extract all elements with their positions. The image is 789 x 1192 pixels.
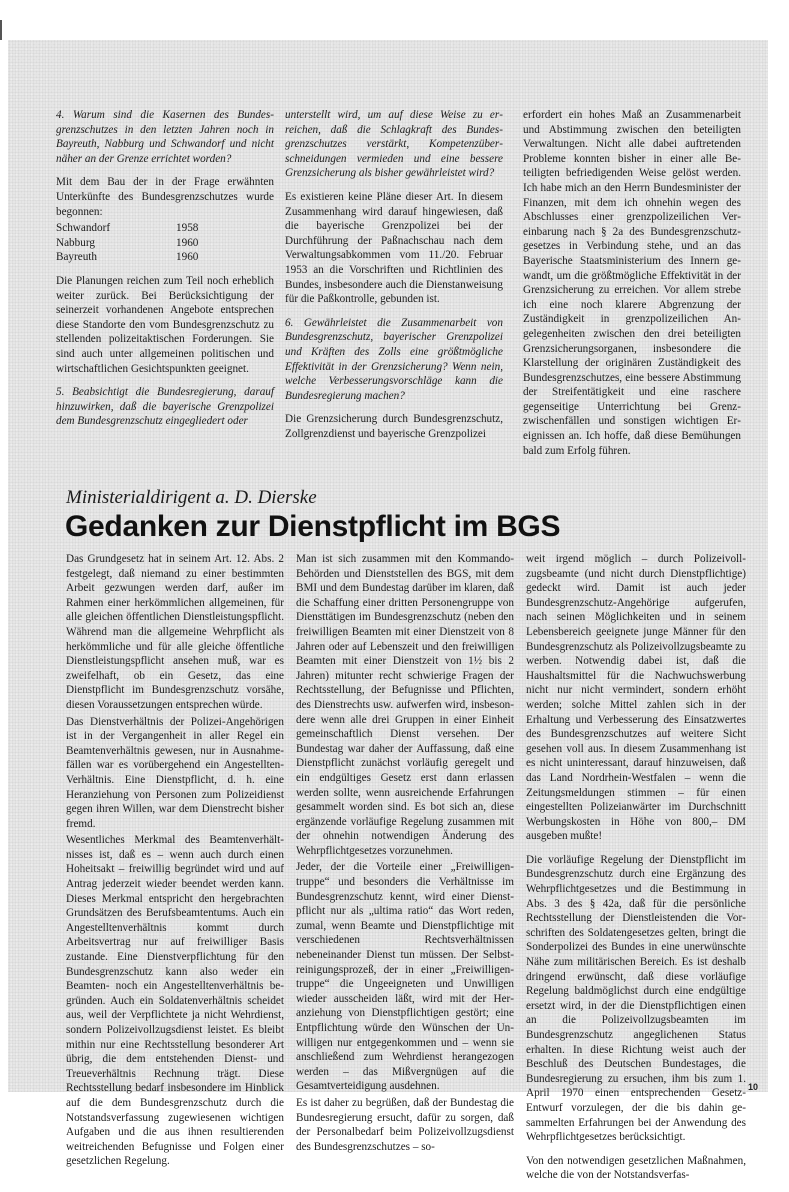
article-paragraph: Das Grundgesetz hat in seinem Art. 12. Abs. 2 festgelegt, daß niemand zu einer bestimmten Arbeit gezwungen werden darf, außer im Rahmen einer herkömmlichen allgemeinen, für alle gleichen öffentlichen Dienstleistungspflicht. Während man die allgemeine Wehrpflicht als herkömmliche und für alle gleiche öffentliche Dienstleistungspflicht ansehen muß, war es zweifelhaft, ob ein Gesetz, das eine Dienstpflicht im Bundesgrenzschutz vorsähe, diesen Voraussetzungen entsprechen würde. bbox=[66, 553, 284, 711]
answer-4-text: Die Planungen reichen zum Teil noch erheblich weiter zurück. Bei Berücksichtigung der seinerzeit vorhandenen Angebote entsprechen diese Standorte den vom Bundesgrenzschutz zu stellenden polizeitaktischen Forderungen. Sie sind auch unter allgemeinen politischen und wirtschaftlichen Gesichtspunkten geeignet. bbox=[56, 274, 274, 375]
article-column-3 bbox=[526, 552, 746, 1192]
article-column-1 bbox=[66, 552, 284, 1171]
article-paragraph: Man ist sich zusammen mit den Kommando-Behörden und Dienststellen des BGS, mit dem BMI und dem Bundestag darüber im klaren, daß die Schaffung einer dritten Personengruppe von Diensttätigen im Bundesgrenzschutz (neben den freiwilligen Beamten mit einer Dienstzeit von 8 Jahren oder auf Lebenszeit und den freiwilligen Beamten mit einer Dienstzeit von 1½ bis 2 Jahren) mitunter recht schwierige Fragen der Rechtsstellung, der Befugnisse und Pflichten, des Dienstrechts usw. aufwerfen wird, insbesondere wenn alle drei Gruppen in einer Einheit gemeinschaftlich Dienst versehen. Der Bundestag war daher der Auffassung, daß eine Dienstpflicht zunächst vorläufig geregelt und ein endgültiges Gesetz erst dann erlassen werden sollte, wenn ausreichende Erfahrungen gesammelt worden sind. Es bot sich an, diese ergänzende vorläufige Regelung zusammen mit der ohnehin notwendigen Änderung des Wehrpflichtgesetzes vorzunehmen. bbox=[296, 553, 514, 857]
question-6: 6. Gewährleistet die Zusammenarbeit von Bundesgrenzschutz, bayerischer Grenzpolizei und Kräften des Zolls eine größtmögliche Effektivität in der Grenzsicherung? Wenn nein, welche Verbesserungsvorschläge kann die Bundesregierung machen? bbox=[285, 316, 503, 402]
place-name: Nabburg bbox=[56, 236, 95, 249]
table-row bbox=[56, 221, 198, 236]
article-paragraph: Wesentliches Merkmal des Beamtenverhältnisses ist, daß es – wenn auch durch einen Hoheitsakt – freiwillig begründet wird und auf Antrag jederzeit wieder beendet werden kann. Dieses Merkmal entspricht den hergebrachten Grundsätzen des Berufsbeamtentums. Auch ein Angestelltenverhältnis kommt durch Arbeitsvertrag nur auf freiwilliger Basis zustande. Eine Dienstverpflichtung für den Bundesgrenzschutz kann also weder ein Beamten- noch ein Angestelltenverhältnis begründen. Auch ein Soldatenverhältnis scheidet aus, weil der Verpflichtete ja nicht Wehrdienst, sondern Polizeivollzugsdienst leistet. Es bleibt mithin nur eine Rechtsstellung besonderer Art übrig, die dem entstehenden Dienst- und Treueverhältnis Rechnung trägt. Diese Rechtsstellung bedarf insbesondere im Hinblick auf die dem Bundesgrenzschutz durch die Notstandsverfassung zugewiesenen wichtigen Aufgaben und die aus ihnen resultierenden weitreichenden Befugnisse und Folgen einer gesetzlichen Regelung. bbox=[66, 834, 284, 1168]
answer-6-end: erfordert ein hohes Maß an Zusammenarbeit und Abstimmung zwischen den beteiligten Verwaltungen. Nicht alle dabei auftretenden Probleme konnten bisher in einer alle Beteiligten befriedigenden Weise gelöst werden. Ich habe mich an den Herrn Bundesminister der Finanzen, mit dem ich ohnehin wegen des Abschlusses einer grenzpolizeilichen Vereinbarung nach § 2a des Bundesgrenzschutzgesetzes in Verbindung stehe, und an das Bayerische Staatsministerium des Innern gewandt, um die größtmögliche Effektivität in der Grenzsicherung zu erreichen. Vor allem strebe ich eine noch klarere Abgrenzung der Zuständigkeit in grenzpolizeilichen Angelegenheiten zwischen den drei beteiligten Grenzsicherungsorganen, insbesondere die Klarstellung der originären Zuständigkeit des Bundesgrenzschutzes, eine bessere Abstimmung der Streifentätigkeit und eine raschere gegenseitige Unterrichtung bei Grenzzwischenfällen und sonstigen wichtigen Ereignissen an. Ich hoffe, daß diese Bemühungen bald zum Erfolg führen. bbox=[523, 109, 741, 457]
top-column-2 bbox=[285, 108, 503, 450]
article-byline: Ministerialdirigent a. D. Dierske bbox=[66, 487, 317, 508]
article-paragraph: Jeder, der die Vorteile einer „Freiwilligentruppe“ und besonders die Verhältnisse im Bundesgrenzschutz kennt, wird einer Dienstpflicht nur als „ultima ratio“ das Wort reden, zumal, wenn Beamte und Dienstpflichtige mit verschiedenen Rechtsverhältnissen nebeneinander Dienst tun müssen. Der Selbstreinigungsprozeß, der in einer „Freiwilligentruppe“ die Ungeeigneten und Unwilligen wieder ausscheiden läßt, wird mit der Heranziehung von Dienstpflichtigen gestört; eine Entpflichtung würde den Wünschen der Unwilligen nur entgegenkommen und – wenn sie anschließend zum Wehrdienst herangezogen werden – das Mißvergnügen auf die Gesamtverteidigung ausdehnen. bbox=[296, 861, 514, 1093]
place-name: Bayreuth bbox=[56, 251, 98, 264]
table-row bbox=[56, 236, 198, 251]
construction-years-table bbox=[56, 221, 198, 265]
year-value: 1958 bbox=[176, 222, 199, 235]
page-number: 10 bbox=[748, 1082, 759, 1092]
answer-5: Es existieren keine Pläne dieser Art. In diesem Zusammenhang wird darauf hingewiesen, daß die bayerische Grenzpolizei bei der Durchführung der Paßnachschau nach dem Verwaltungsabkommen vom 11./20. Februar 1953 an die Vorschriften und Richtlinien des Bundes, insbesondere auch die Dienstanweisung für die Paßkontrolle, gebunden ist. bbox=[285, 190, 503, 306]
scan-edge-mark bbox=[0, 20, 2, 40]
article-paragraph: Das Dienstverhältnis der Polizei-Angehörigen ist in der Vergangenheit in aller Regel ein Beamtenverhältnis gewesen, nur in Ausnahmefällen war es vorübergehend ein Angestellten-Verhältnis. Eine Dienstpflicht, d. h. eine Heranziehung von Personen zum Polizeidienst gegen ihren Willen, war dem Dienstrecht bisher fremd. bbox=[66, 715, 284, 830]
table-row bbox=[56, 250, 198, 265]
article-paragraph: weit irgend möglich – durch Polizeivollzugsbeamte (und nicht durch Dienstpflichtige) gedeckt wird. Damit ist auch jeder Bundesgrenzschutz-Angehörige aufgerufen, nach seinen Möglichkeiten und in seinem Lebensbereich geeignete junge Männer für den Bundesgrenzschutz als Polizeivollzugsbeamte zu werben. Notwendig dabei ist, daß die Haushaltsmittel für die Nachwuchswerbung nicht nur nicht vermindert, sondern erhöht werden; solche Mittel zahlen sich in der Erhaltung und Verbesserung des Einsatzwertes des Bundesgrenzschutzes auf weitere Sicht gesehen voll aus. In diesem Zusammenhang ist es nicht uninteressant, darauf hinzuweisen, daß das Land Nordrhein-Westfalen – wenn die Zeitungsmeldungen stimmen – für einen eingestellten Polizeianwärter im Durchschnitt Werbungskosten in Höhe von 800,– DM ausgeben mußte! bbox=[526, 553, 746, 843]
article-headline: Gedanken zur Dienstpflicht im BGS bbox=[65, 510, 561, 543]
question-4: 4. Warum sind die Kasernen des Bundesgrenzschutzes in den letzten Jahren noch in Bayreuth, Nabburg und Schwandorf und nicht näher an der Grenze errichtet worden? bbox=[56, 109, 274, 165]
answer-6-start: Die Grenzsicherung durch Bundesgrenzschutz, Zollgrenzdienst und bayerische Grenzpolizei bbox=[285, 413, 503, 440]
top-column-1 bbox=[56, 108, 274, 438]
year-value: 1960 bbox=[176, 236, 199, 249]
article-paragraph: Von den notwendigen gesetzlichen Maßnahmen, welche die von der Notstandsverfas- bbox=[526, 1154, 746, 1182]
answer-4-intro: Mit dem Bau der in der Frage erwähnten Unterkünfte des Bundesgrenzschutzes wurde begonnen: bbox=[56, 176, 274, 218]
question-5-start: 5. Beabsichtigt die Bundesregierung, darauf hinzuwirken, daß die bayerische Grenzpolizei dem Bundesgrenzschutz eingegliedert oder bbox=[56, 386, 274, 428]
top-column-3 bbox=[523, 108, 741, 467]
article-paragraph: Die vorläufige Regelung der Dienstpflicht im Bundesgrenzschutz durch eine Ergänzung des Wehrpflichtgesetzes und die Bestimmung in Abs. 3 des § 42a, daß für die persönliche Rechtsstellung der Dienstleistenden die Vorschriften des Soldatengesetzes gelten, bringt die Sonderpolizei des Bundes in eine unerwünschte Nähe zum militärischen Bereich. Es ist deshalb dringend erwünscht, daß diese vorläufige Regelung baldmöglichst durch eine endgültige ersetzt wird, in der die Dienstpflichtigen einen an die Polizeivollzugsbeamten im Bundesgrenzschutz angeglichenen Status erhalten. In diese Richtung weist auch der Beschluß des Deutschen Bundestages, die Bundesregierung zu ersuchen, ihm bis zum 1. April 1970 einen entsprechenden Gesetz-Entwurf vorzulegen, der die bis dahin gesammelten Erfahrungen bei der Anwendung des Wehrpflichtgesetzes berücksichtigt. bbox=[526, 853, 746, 1144]
year-value: 1960 bbox=[176, 251, 199, 264]
place-name: Schwandorf bbox=[56, 222, 111, 235]
article-column-2 bbox=[296, 552, 514, 1156]
document-page bbox=[8, 40, 768, 1182]
question-5-end: unterstellt wird, um auf diese Weise zu erreichen, daß die Schlagkraft des Bundesgrenzschutzes verstärkt, Kompetenzüberschneidungen vermieden und eine bessere Grenzsicherung als bisher gewährleistet wird? bbox=[285, 109, 503, 180]
article-paragraph: Es ist daher zu begrüßen, daß der Bundestag die Bundesregierung ersucht, dafür zu sorgen, daß der Personalbedarf beim Polizeivollzugsdienst des Bundesgrenzschutzes – so- bbox=[296, 1096, 514, 1153]
